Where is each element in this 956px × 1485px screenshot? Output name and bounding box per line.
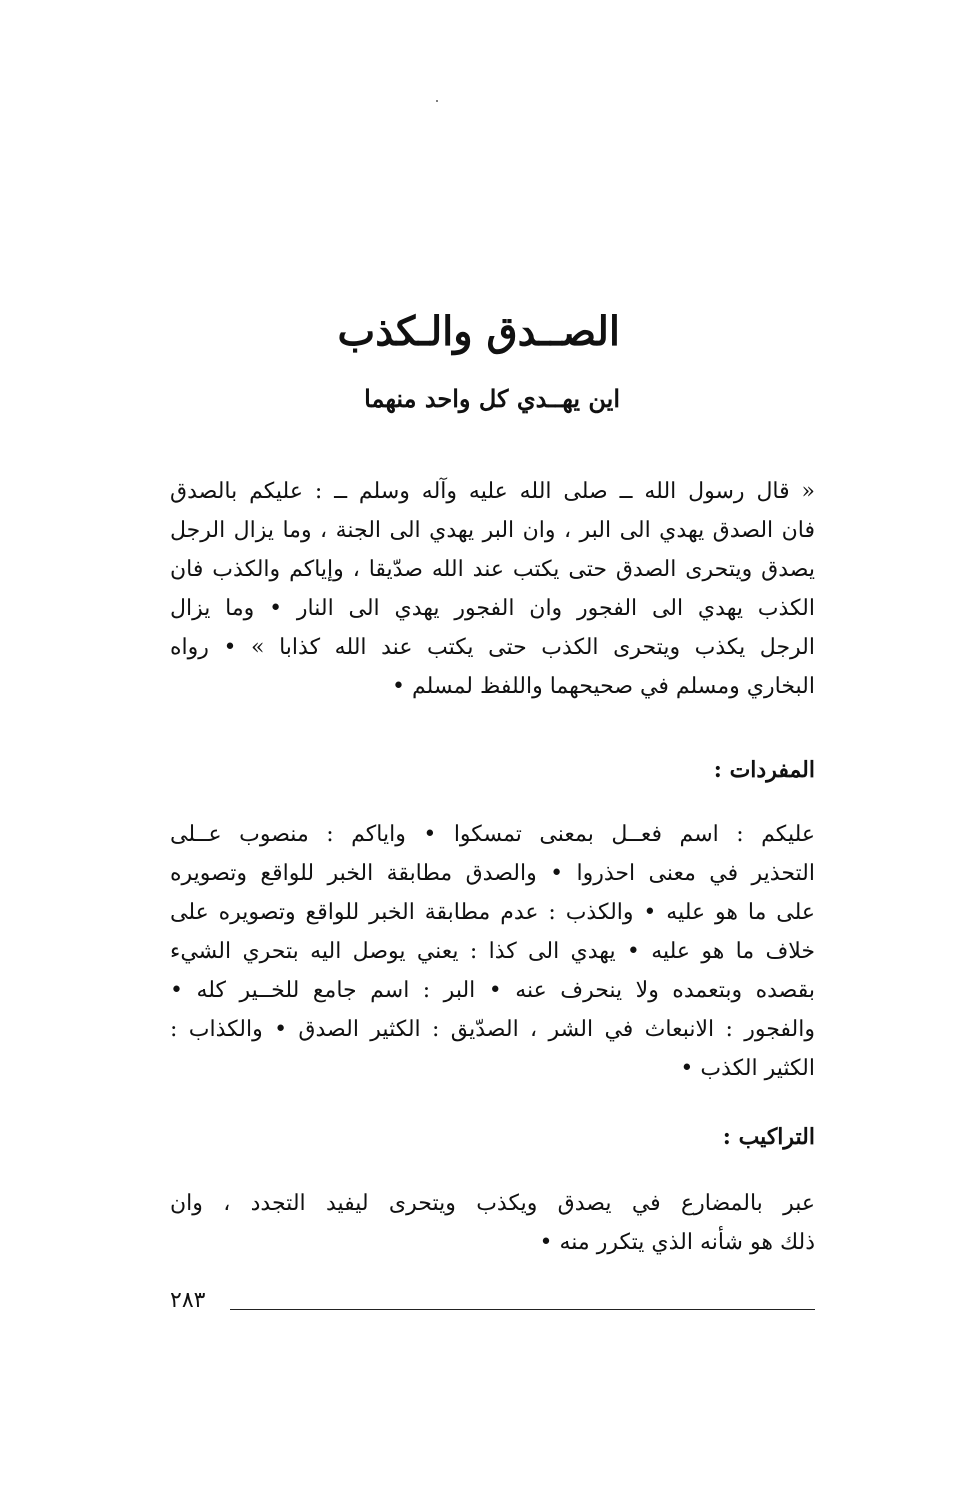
structures-heading: التراكيب : [722, 1124, 815, 1150]
structures-paragraph [170, 1184, 815, 1262]
vocab-line: بقصده وبتعمده ولا ينحرف عنه • البر : اسم جامع للخــير كله • [170, 978, 815, 1003]
page-number: ٢٨٣ [170, 1288, 206, 1313]
vocab-paragraph [170, 815, 815, 1088]
hadith-line: فان الصدق يهدي الى البر ، وان البر يهدي الى الجنة ، وما يزال الرجل [170, 518, 815, 543]
vocab-line: التحذير في معنى احذروا • والصدق مطابقة الخبر للواقع وتصويره [170, 861, 815, 886]
hadith-paragraph [170, 472, 815, 706]
hadith-line: الرجل يكذب ويتحرى الكذب حتى يكتب عند الله كذابا » • رواه [170, 635, 815, 660]
page-subtitle: اين يهــدي كل واحد منهما [364, 384, 620, 413]
hadith-line: البخاري ومسلم في صحيحهما واللفظ لمسلم • [392, 674, 815, 699]
scan-speck [436, 100, 438, 102]
footer-rule [230, 1309, 815, 1310]
hadith-line: « قال رسول الله ــ صلى الله عليه وآله وسلم ــ : عليكم بالصدق [170, 479, 815, 504]
vocab-line: الكثير الكذب • [680, 1056, 815, 1081]
structures-line: عبر بالمضارع في يصدق ويكذب ويتحرى ليفيد التجدد ، وان [170, 1191, 815, 1216]
page-title: الصــدق والـكذب [337, 308, 620, 355]
vocab-heading: المفردات : [713, 757, 815, 783]
hadith-line: يصدق ويتحرى الصدق حتى يكتب عند الله صدّيقا ، وإياكم والكذب فان [170, 557, 815, 582]
vocab-line: والفجور : الانبعاث في الشر ، الصدّيق : الكثير الصدق • والكذاب : [170, 1017, 815, 1042]
vocab-line: عليكم : اسم فعــل بمعنى تمسكوا • واياكم : منصوب عــلى [170, 822, 815, 847]
vocab-line: خلاف ما هو عليه • يهدي الى كذا : يعني يوصل اليه بتحري الشيء [170, 939, 815, 964]
hadith-line: الكذب يهدي الى الفجور وان الفجور يهدي الى النار • وما يزال [170, 596, 815, 621]
structures-line: ذلك هو شأنه الذي يتكرر منه • [539, 1230, 815, 1255]
vocab-line: على ما هو عليه • والكذب : عدم مطابقة الخبر للواقع وتصويره على [170, 900, 815, 925]
